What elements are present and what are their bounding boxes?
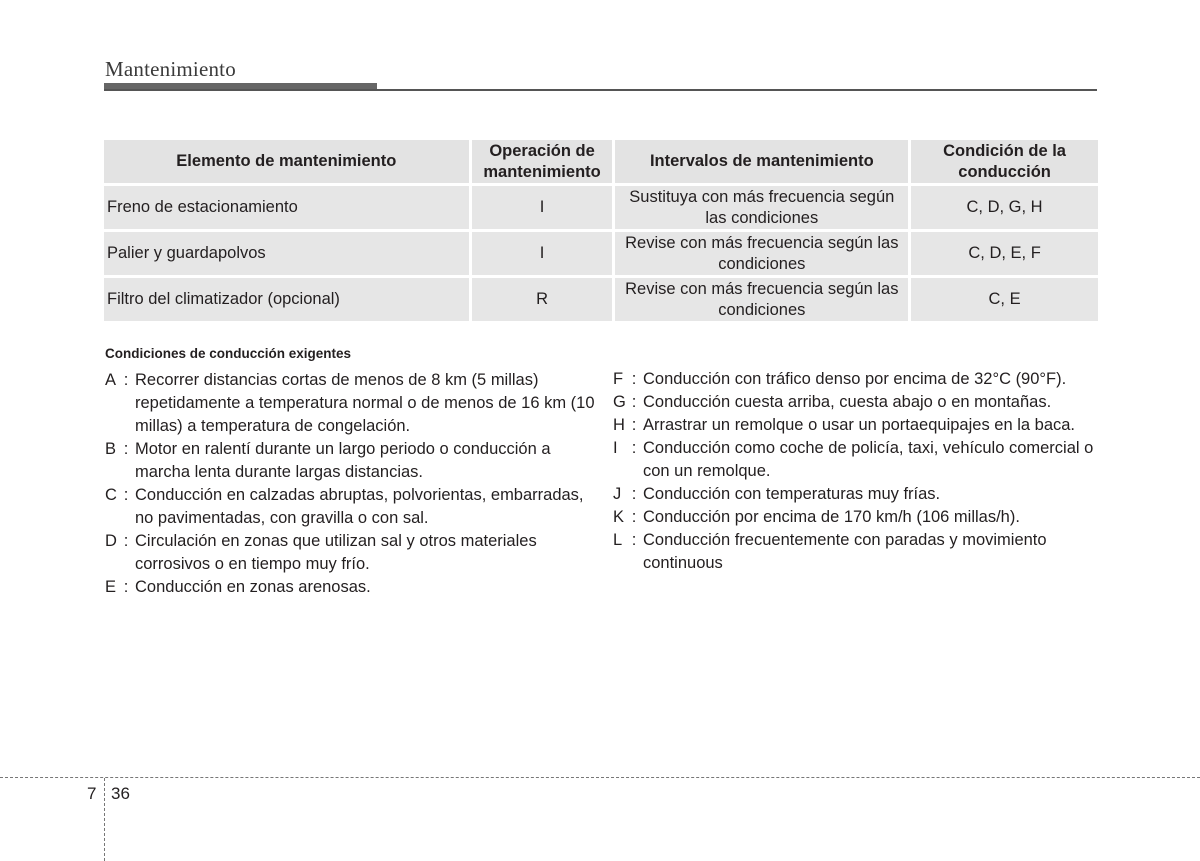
condition-text: Conducción cuesta arriba, cuesta abajo o en montañas. bbox=[643, 393, 1052, 411]
condition-text: Conducción en zonas arenosas. bbox=[135, 578, 371, 596]
table-row bbox=[104, 278, 1098, 324]
condition-separator: : bbox=[631, 416, 637, 434]
condition-text: Conducción frecuentemente con paradas y movimiento continuous bbox=[643, 531, 1047, 572]
condition-letter: K bbox=[613, 508, 625, 526]
table-cell-interval: Sustituya con más frecuencia según las condiciones bbox=[615, 186, 911, 232]
table-row bbox=[104, 232, 1098, 278]
condition-separator: : bbox=[631, 508, 637, 526]
footer-dashed-divider bbox=[104, 778, 105, 861]
condition-item-g bbox=[613, 391, 1103, 414]
condition-letter: A bbox=[105, 371, 117, 389]
condition-letter: H bbox=[613, 416, 625, 434]
condition-letter: G bbox=[613, 393, 626, 411]
condition-separator: : bbox=[123, 532, 129, 550]
table-cell-interval: Revise con más frecuencia según las condiciones bbox=[615, 278, 911, 324]
condition-text: Recorrer distancias cortas de menos de 8 km (5 millas) repetidamente a temperatura normal o de menos de 16 km (10 millas) a temperatura de congelación. bbox=[135, 371, 595, 435]
table-cell-item: Freno de estacionamiento bbox=[104, 186, 472, 232]
condition-text: Conducción con tráfico denso por encima de 32°C (90°F). bbox=[643, 370, 1067, 388]
condition-item-f bbox=[613, 368, 1103, 391]
condition-item-e bbox=[105, 576, 595, 599]
condition-letter: B bbox=[105, 440, 117, 458]
table-cell-item: Palier y guardapolvos bbox=[104, 232, 472, 278]
conditions-list-left bbox=[105, 369, 595, 599]
condition-letter: E bbox=[105, 578, 117, 596]
condition-letter: C bbox=[105, 486, 117, 504]
condition-item-j bbox=[613, 483, 1103, 506]
condition-text: Conducción como coche de policía, taxi, vehículo comercial o con un remolque. bbox=[643, 439, 1094, 480]
condition-text: Conducción por encima de 170 km/h (106 millas/h). bbox=[643, 508, 1020, 526]
footer-dashed-rule bbox=[0, 777, 1200, 778]
condition-text: Arrastrar un remolque o usar un portaequipajes en la baca. bbox=[643, 416, 1076, 434]
condition-item-i bbox=[613, 437, 1103, 483]
maintenance-table bbox=[104, 140, 1098, 324]
table-cell-condition: C, D, E, F bbox=[911, 232, 1098, 278]
table-cell-item: Filtro del climatizador (opcional) bbox=[104, 278, 472, 324]
page-number: 36 bbox=[111, 784, 130, 803]
condition-item-c bbox=[105, 484, 595, 530]
condition-item-k bbox=[613, 506, 1103, 529]
condition-separator: : bbox=[631, 370, 637, 388]
conditions-heading: Condiciones de conducción exigentes bbox=[105, 346, 352, 361]
condition-letter: I bbox=[613, 439, 618, 457]
condition-separator: : bbox=[631, 393, 637, 411]
table-cell-operation: R bbox=[472, 278, 616, 324]
table-cell-interval: Revise con más frecuencia según las condiciones bbox=[615, 232, 911, 278]
table-header-cell: Condición de la conducción bbox=[911, 140, 1098, 186]
table-cell-condition: C, D, G, H bbox=[911, 186, 1098, 232]
condition-separator: : bbox=[123, 440, 129, 458]
table-cell-condition: C, E bbox=[911, 278, 1098, 324]
condition-text: Conducción con temperaturas muy frías. bbox=[643, 485, 941, 503]
condition-separator: : bbox=[631, 531, 637, 549]
section-title: Mantenimiento bbox=[105, 57, 236, 81]
condition-item-a bbox=[105, 369, 595, 438]
condition-separator: : bbox=[123, 486, 129, 504]
condition-separator: : bbox=[123, 371, 129, 389]
condition-text: Conducción en calzadas abruptas, polvorientas, embarradas, no pavimentadas, con gravilla o con sal. bbox=[135, 486, 584, 527]
condition-separator: : bbox=[631, 485, 637, 503]
table-header-cell: Elemento de mantenimiento bbox=[104, 140, 472, 186]
table-header-row bbox=[104, 140, 1098, 186]
condition-text: Circulación en zonas que utilizan sal y otros materiales corrosivos o en tiempo muy frío. bbox=[135, 532, 537, 573]
condition-letter: L bbox=[613, 531, 623, 549]
condition-item-b bbox=[105, 438, 595, 484]
table-header-cell: Operación de mantenimiento bbox=[472, 140, 616, 186]
condition-item-h bbox=[613, 414, 1103, 437]
conditions-list-right bbox=[613, 368, 1103, 575]
header-rule bbox=[104, 89, 1097, 91]
condition-text: Motor en ralentí durante un largo periodo o conducción a marcha lenta durante largas distancias. bbox=[135, 440, 551, 481]
condition-separator: : bbox=[631, 439, 637, 457]
table-cell-operation: I bbox=[472, 186, 616, 232]
condition-letter: D bbox=[105, 532, 117, 550]
condition-letter: J bbox=[613, 485, 622, 503]
condition-item-l bbox=[613, 529, 1103, 575]
condition-item-d bbox=[105, 530, 595, 576]
chapter-number: 7 bbox=[87, 784, 97, 803]
condition-separator: : bbox=[123, 578, 129, 596]
table-header-cell: Intervalos de mantenimiento bbox=[615, 140, 911, 186]
condition-letter: F bbox=[613, 370, 624, 388]
table-cell-operation: I bbox=[472, 232, 616, 278]
table-row bbox=[104, 186, 1098, 232]
